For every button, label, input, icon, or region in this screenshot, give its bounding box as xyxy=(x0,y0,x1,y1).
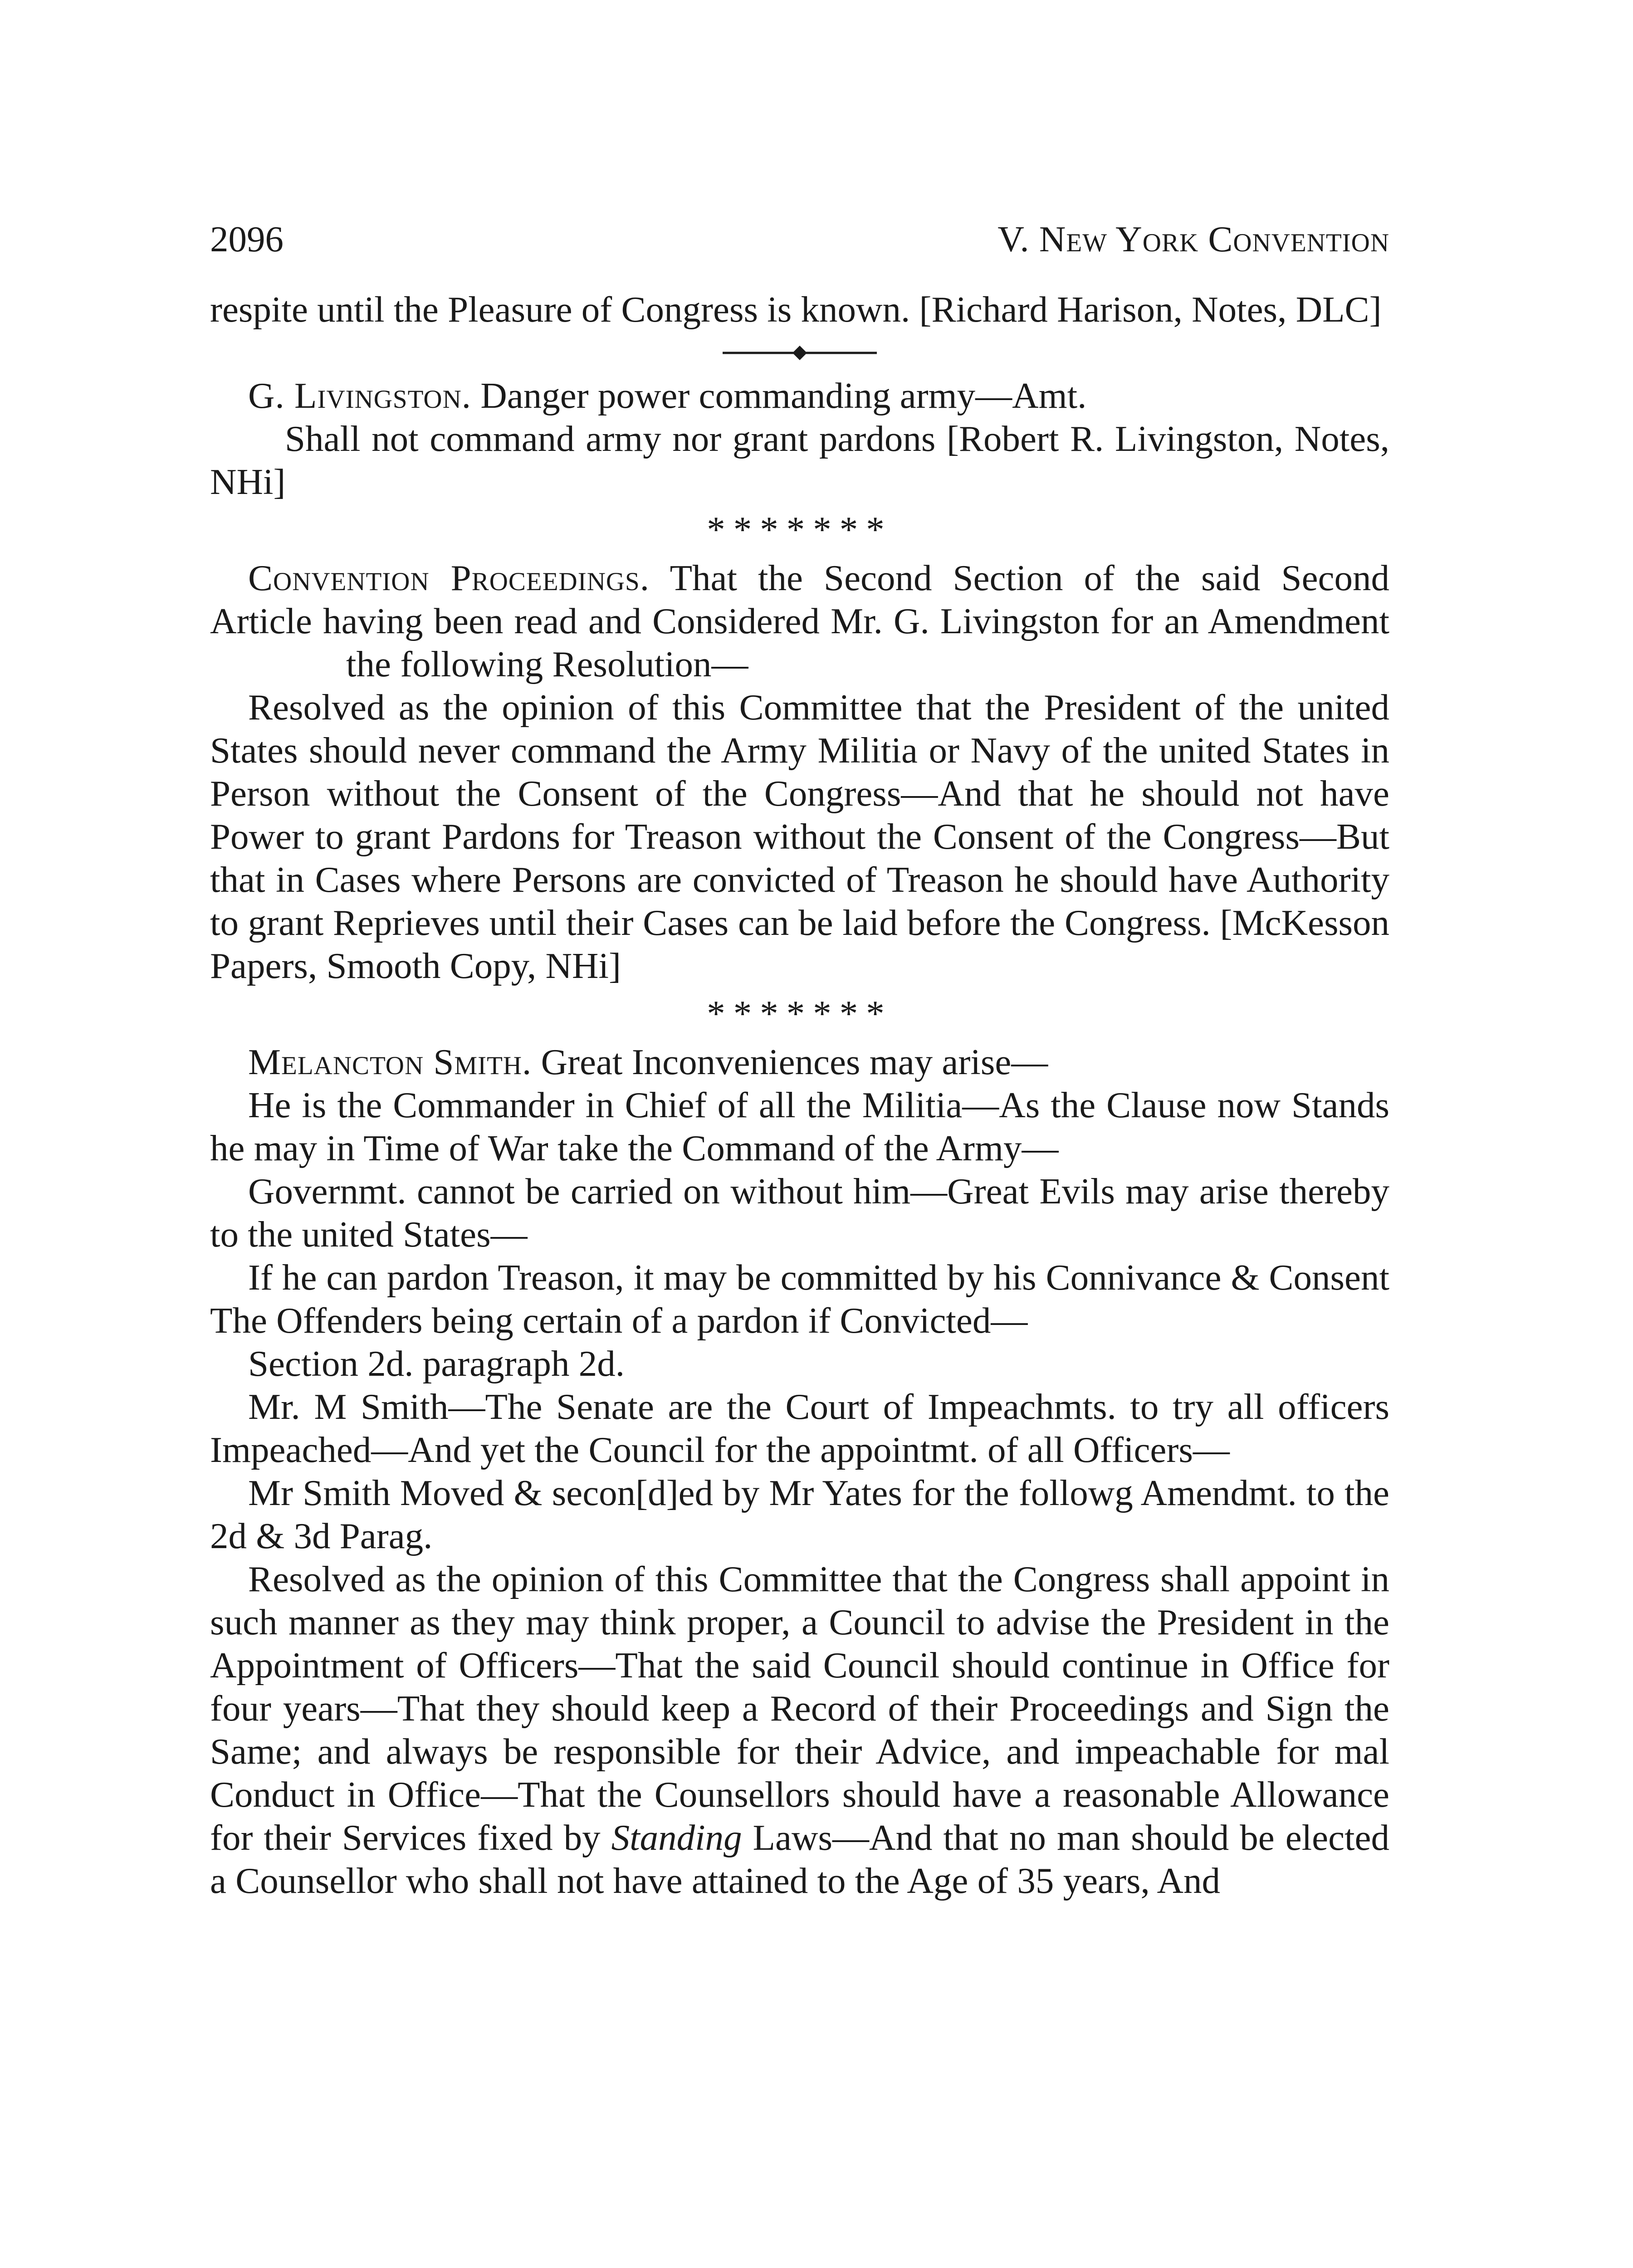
smith-paragraph-6: Mr Smith Moved & secon[d]ed by Mr Yates for the followg Amendmt. to the 2d & 3d Parag. xyxy=(210,1472,1389,1556)
resolution-text-a: Resolved as the opinion of this Committee that the Congress shall appoint in such manner as they may think proper, a Council to advise the President in the Appointment of Officers—That the said Council should continue in Office for four years—That they should keep a Record of their Proceedings and Sign the Same; and always be responsible for their Advice, and impeachable for mal Conduct in Office—That the Counsellors should have a reasonable Allowance for their Services fixed by xyxy=(210,1559,1389,1858)
smith-paragraph xyxy=(210,1041,1389,1084)
smith-paragraph-5: Mr. M Smith—The Senate are the Court of Impeachmts. to try all officers Impeached—And yet the Council for the appointmt. of all Officers— xyxy=(210,1386,1389,1470)
page-header xyxy=(210,218,1389,261)
section-break-stars: ******* xyxy=(707,509,893,550)
smith-paragraph-7 xyxy=(210,1558,1389,1902)
livingston-note-2: Shall not command army nor grant pardons [Robert R. Livingston, Notes, NHi] xyxy=(210,418,1389,502)
smith-paragraph-3: If he can pardon Treason, it may be committed by his Connivance & Consent The Offenders being certain of a pardon if Convicted— xyxy=(210,1257,1389,1341)
livingston-paragraph xyxy=(210,374,1389,417)
diamond-rule-icon xyxy=(723,344,877,362)
proceedings-text: That the Second Section of the said Second Article having been read and Considered Mr. G. Livingston for an Amendment xyxy=(210,557,1389,641)
speaker-name: Melancton Smith. xyxy=(248,1041,532,1082)
proceedings-text-b: the following Resolution— xyxy=(346,644,748,684)
proceedings-heading: Convention Proceedings. xyxy=(248,557,650,598)
section-break-stars: ******* xyxy=(707,993,893,1034)
continuation-paragraph: respite until the Pleasure of Congress is known. [Richard Harison, Notes, DLC] xyxy=(210,289,1382,330)
proceedings-paragraph xyxy=(210,557,1389,686)
page-number: 2096 xyxy=(210,219,284,259)
resolution-text-b: Laws—And that no man should be elected a Counsellor who shall not have attained to the Age of 35 years, And xyxy=(210,1817,1390,1901)
smith-paragraph-1: He is the Commander in Chief of all the Militia—As the Clause now Stands he may in Time of War take the Command of the Army— xyxy=(210,1085,1389,1168)
italic-word: Standing xyxy=(611,1817,742,1858)
document-page xyxy=(210,218,1389,1902)
running-title: V. New York Convention xyxy=(997,219,1389,259)
resolution-paragraph: Resolved as the opinion of this Committee that the President of the united States should never command the Army Militia or Navy of the united States in Person without the Consent of the Congress—And that he should not have Power to grant Pardons for Treason without the Consent of the Congress—But that in Cases where Persons are convicted of Treason he should have Authority to grant Reprieves until their Cases can be laid before the Congress. [McKesson Papers, Smooth Copy, NHi] xyxy=(210,687,1389,986)
speaker-name: G. Livingston. xyxy=(248,375,471,416)
livingston-note: Danger power commanding army—Amt. xyxy=(480,375,1087,416)
section-separator xyxy=(210,331,1389,374)
smith-paragraph-4: Section 2d. paragraph 2d. xyxy=(248,1343,625,1384)
smith-note: Great Inconveniences may arise— xyxy=(541,1041,1048,1082)
smith-paragraph-2: Governmt. cannot be carried on without him—Great Evils may arise thereby to the united States— xyxy=(210,1171,1389,1255)
